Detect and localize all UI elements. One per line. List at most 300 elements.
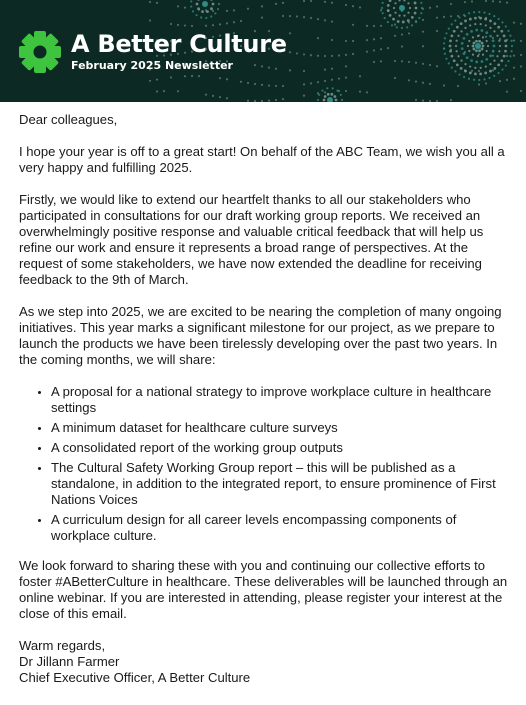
motif-dot	[332, 87, 334, 89]
pattern-dot	[163, 90, 165, 92]
motif-dot	[466, 56, 469, 59]
pattern-dot	[520, 54, 522, 56]
motif-dot	[475, 61, 478, 64]
pattern-dot	[233, 9, 235, 11]
pattern-dot	[380, 25, 382, 27]
motif-dot	[460, 59, 462, 61]
motif-dot	[498, 18, 500, 20]
pattern-dot	[331, 39, 333, 41]
motif-dot	[479, 17, 482, 20]
list-item: • A curriculum design for all career levels encompassing components of workplace culture.	[51, 512, 509, 544]
motif-dot	[474, 23, 476, 25]
pattern-dot	[191, 75, 193, 77]
pattern-dot	[240, 20, 242, 22]
motif-dot	[456, 50, 458, 52]
motif-dot	[444, 37, 446, 39]
pattern-dot	[226, 10, 228, 12]
motif-dot	[482, 36, 484, 38]
motif-dot	[396, 26, 398, 28]
motif-dot	[480, 23, 482, 25]
motif-dot	[473, 11, 475, 13]
pattern-dot	[499, 80, 501, 82]
pattern-dot	[338, 54, 340, 56]
thanks-paragraph: Firstly, we would like to extend our heartfelt thanks to all our stakeholders who participated in consultations for our draft working group reports. We received an overwhelmingly positive response and valuable critical feedback that will help us refine our work and ensure it represents a broad range of perspectives. At the request of some stakeholders, we have now extended the deadline for receiving feedback to the 9th of March.	[19, 192, 484, 287]
pattern-dot	[149, 80, 151, 82]
motif-dot	[464, 27, 466, 29]
motif-dot	[464, 63, 466, 65]
pattern-dot	[373, 25, 375, 27]
motif-dot	[498, 40, 500, 42]
pattern-dot	[170, 23, 172, 25]
motif-center	[202, 1, 208, 7]
greeting: Dear colleagues,	[19, 112, 118, 127]
motif-dot	[403, 15, 405, 17]
pattern-dot	[317, 37, 319, 39]
motif-dot	[401, 27, 403, 29]
motif-dot	[477, 55, 479, 57]
motif-dot	[420, 2, 422, 4]
star-cross-logo-icon	[17, 29, 63, 75]
motif-dot	[464, 20, 467, 23]
pattern-dot	[261, 100, 263, 102]
motif-dot	[394, 2, 396, 4]
pattern-dot	[212, 10, 214, 12]
motif-center	[399, 5, 405, 11]
deliverables-list	[19, 384, 509, 544]
pattern-dot	[436, 100, 438, 102]
list-item: • A proposal for a national strategy to improve workplace culture in healthcare settings	[51, 384, 509, 416]
motif-dot	[489, 63, 491, 65]
motif-dot	[394, 12, 396, 14]
motif-dot	[218, 3, 220, 5]
pattern-dot	[352, 5, 354, 7]
motif-dot	[489, 70, 492, 73]
motif-dot	[451, 67, 453, 69]
pattern-dot	[520, 90, 522, 92]
pattern-dot	[485, 36, 487, 38]
motif-dot	[493, 30, 495, 32]
motif-dot	[210, 15, 212, 17]
pattern-dot	[219, 23, 221, 25]
pattern-dot	[345, 65, 347, 67]
pattern-dot	[261, 16, 263, 18]
motif-dot	[463, 37, 466, 40]
pattern-dot	[282, 2, 284, 4]
motif-dot	[382, 12, 384, 14]
pattern-dot	[429, 100, 431, 102]
motif-dot	[463, 52, 466, 55]
motif-dot	[453, 59, 456, 62]
pattern-dot	[429, 83, 431, 85]
motif-dot	[499, 45, 501, 47]
pattern-dot	[408, 61, 410, 63]
pattern-dot	[345, 90, 347, 92]
motif-dot	[498, 72, 500, 74]
pattern-dot	[366, 25, 368, 27]
pattern-dot	[282, 85, 284, 87]
motif-dot	[489, 20, 492, 23]
pattern-dot	[471, 0, 473, 2]
motif-dot	[481, 48, 484, 51]
motif-dot	[323, 99, 326, 102]
pattern-dot	[289, 15, 291, 17]
motif-dot	[411, 24, 413, 26]
motif-dot	[474, 72, 477, 75]
pattern-dot	[233, 21, 235, 23]
pattern-dot	[303, 70, 305, 72]
pattern-dot	[324, 91, 326, 93]
intro-paragraph: I hope your year is off to a great start! On behalf of the ABC Team, we wish you all a very happy and fulfilling 2025.	[19, 144, 505, 175]
pattern-dot	[492, 0, 494, 2]
motif-dot	[507, 60, 509, 62]
pattern-dot	[303, 16, 305, 18]
pattern-dot	[450, 99, 452, 101]
pattern-dot	[401, 45, 403, 47]
pattern-dot	[436, 17, 438, 19]
motif-dot	[488, 77, 490, 79]
motif-dot	[488, 13, 490, 15]
motif-dot	[197, 7, 200, 10]
pattern-dot	[324, 80, 326, 82]
pattern-dot	[212, 95, 214, 97]
pattern-dot	[184, 24, 186, 26]
motif-dot	[472, 45, 475, 48]
pattern-dot	[422, 100, 424, 102]
pattern-dot	[212, 24, 214, 26]
motif-dot	[414, 12, 417, 15]
motif-dot	[505, 64, 507, 66]
motif-dot	[448, 28, 450, 30]
motif-dot	[469, 18, 472, 21]
motif-dot	[479, 72, 482, 75]
pattern-dot	[177, 5, 179, 7]
motif-dot	[205, 17, 207, 19]
motif-dot	[469, 24, 471, 26]
pattern-dot	[289, 69, 291, 71]
pattern-dot	[457, 85, 459, 87]
pattern-dot	[219, 77, 221, 79]
pattern-dot	[422, 45, 424, 47]
motif-dot	[481, 29, 484, 32]
motif-dot	[403, 0, 405, 1]
motif-dot	[340, 94, 342, 96]
motif-dot	[458, 73, 460, 75]
pattern-dot	[380, 48, 382, 50]
pattern-dot	[485, 82, 487, 84]
motif-dot	[397, 20, 400, 23]
motif-dot	[450, 34, 453, 37]
motif-dot	[500, 59, 503, 62]
motif-dot	[468, 12, 470, 14]
motif-dot	[195, 14, 197, 16]
pattern-dot	[184, 75, 186, 77]
pattern-dot	[506, 91, 508, 93]
motif-dot	[444, 53, 446, 55]
motif-dot	[411, 16, 414, 19]
pattern-dot	[156, 2, 158, 4]
pattern-dot	[261, 84, 263, 86]
pattern-dot	[492, 37, 494, 39]
newsletter-subtitle: February 2025 Newsletter	[71, 59, 233, 72]
pattern-dot	[359, 6, 361, 8]
pattern-dot	[513, 39, 515, 41]
pattern-dot	[450, 3, 452, 5]
motif-dot	[497, 63, 500, 66]
motif-dot	[460, 67, 463, 70]
pattern-dot	[345, 4, 347, 6]
motif-dot	[472, 36, 474, 38]
pattern-dot	[205, 94, 207, 96]
signer-name: Dr Jillann Farmer	[19, 654, 120, 669]
pattern-dot	[184, 6, 186, 8]
pattern-dot	[345, 54, 347, 56]
list-item: • The Cultural Safety Working Group report – this will be published as a standalone, in addition to the integrated report, to ensure prominence of First Nations Voices	[51, 460, 509, 508]
motif-dot	[483, 12, 485, 14]
motif-dot	[456, 40, 458, 42]
motif-dot	[500, 30, 503, 33]
pattern-dot	[373, 49, 375, 51]
pattern-dot	[331, 2, 333, 4]
pattern-dot	[275, 3, 277, 5]
pattern-dot	[324, 55, 326, 57]
motif-dot	[496, 55, 498, 57]
motif-dot	[317, 99, 319, 101]
motif-dot	[493, 75, 495, 77]
motif-dot	[507, 30, 509, 32]
motif-dot	[509, 35, 511, 37]
motif-dot	[453, 30, 456, 33]
motif-dot	[392, 18, 395, 21]
motif-dot	[330, 93, 333, 96]
pattern-dot	[156, 90, 158, 92]
motif-dot	[493, 15, 495, 17]
pattern-dot	[352, 53, 354, 55]
motif-dot	[493, 67, 496, 70]
pattern-dot	[149, 1, 151, 3]
pattern-dot	[310, 54, 312, 56]
motif-dot	[387, 9, 390, 12]
pattern-dot	[513, 22, 515, 24]
pattern-dot	[464, 1, 466, 3]
pattern-dot	[443, 16, 445, 18]
pattern-dot	[415, 99, 417, 101]
pattern-dot	[331, 79, 333, 81]
pattern-dot	[156, 78, 158, 80]
pattern-dot	[324, 19, 326, 21]
motif-dot	[197, 0, 200, 1]
pattern-dot	[520, 23, 522, 25]
pattern-dot	[471, 70, 473, 72]
motif-center	[327, 97, 333, 102]
motif-center	[475, 43, 481, 49]
motif-dot	[421, 7, 423, 9]
motif-dot	[463, 14, 465, 16]
motif-dot	[324, 95, 327, 98]
pattern-dot	[352, 24, 354, 26]
motif-dot	[486, 40, 488, 42]
pattern-dot	[247, 8, 249, 10]
motif-dot	[478, 11, 480, 13]
pattern-dot	[254, 100, 256, 102]
motif-dot	[481, 42, 484, 45]
pattern-dot	[436, 30, 438, 32]
pattern-dot	[394, 60, 396, 62]
pattern-dot	[520, 65, 522, 67]
motif-dot	[501, 68, 503, 70]
pattern-dot	[380, 37, 382, 39]
pattern-dot	[422, 19, 424, 21]
motif-dot	[457, 55, 459, 57]
motif-dot	[493, 45, 496, 48]
motif-dot	[489, 35, 492, 38]
signer-title: Chief Executive Officer, A Better Culture	[19, 670, 251, 685]
motif-dot	[475, 40, 478, 43]
motif-dot	[443, 42, 445, 44]
motif-dot	[415, 7, 418, 10]
motif-dot	[398, 15, 400, 17]
motif-dot	[493, 59, 495, 61]
motif-dot	[489, 27, 491, 29]
motif-dot	[496, 35, 498, 37]
pattern-dot	[520, 40, 522, 42]
motif-dot	[391, 24, 393, 26]
pattern-dot	[401, 33, 403, 35]
motif-dot	[409, 7, 411, 9]
milestone-paragraph: As we step into 2025, we are excited to be nearing the completion of many ongoing initiatives. This year marks a significant milestone for our project, as we prepare to launch the products we have been tirelessly developing over the past two years. In the coming months, we will share:	[19, 304, 502, 367]
motif-dot	[505, 25, 507, 27]
motif-dot	[443, 48, 445, 50]
pattern-dot	[317, 18, 319, 20]
pattern-dot	[317, 55, 319, 57]
motif-dot	[469, 72, 472, 75]
motif-dot	[484, 72, 487, 75]
pattern-dot	[191, 25, 193, 27]
pattern-dot	[387, 47, 389, 49]
motif-dot	[477, 35, 479, 37]
motif-dot	[473, 48, 476, 51]
motif-dot	[190, 5, 192, 7]
pattern-dot	[492, 69, 494, 71]
motif-dot	[511, 45, 513, 47]
pattern-dot	[226, 78, 228, 80]
pattern-dot	[149, 19, 151, 21]
pattern-dot	[436, 5, 438, 7]
motif-dot	[486, 50, 488, 52]
pattern-dot	[240, 81, 242, 83]
motif-dot	[415, 21, 417, 23]
pattern-dot	[324, 69, 326, 71]
motif-dot	[389, 14, 392, 17]
motif-dot	[420, 12, 422, 14]
pattern-dot	[443, 84, 445, 86]
pattern-dot	[268, 84, 270, 86]
pattern-dot	[296, 52, 298, 54]
list-item: • A consolidated report of the working group outputs	[51, 440, 509, 456]
pattern-dot	[345, 40, 347, 42]
motif-dot	[455, 45, 457, 47]
pattern-dot	[275, 85, 277, 87]
motif-dot	[505, 45, 508, 48]
pattern-dot	[373, 38, 375, 40]
motif-dot	[336, 90, 338, 92]
motif-dot	[398, 0, 400, 1]
motif-dot	[492, 39, 495, 42]
pattern-dot	[303, 95, 305, 97]
pattern-dot	[345, 76, 347, 78]
pattern-dot	[331, 20, 333, 22]
pattern-dot	[429, 64, 431, 66]
pattern-dot	[478, 70, 480, 72]
pattern-dot	[436, 65, 438, 67]
motif-dot	[487, 45, 489, 47]
pattern-dot	[219, 96, 221, 98]
motif-dot	[448, 62, 450, 64]
pattern-dot	[408, 32, 410, 34]
pattern-dot	[394, 77, 396, 79]
motif-dot	[460, 22, 463, 25]
motif-dot	[473, 42, 476, 45]
closing-line: Warm regards,	[19, 638, 106, 653]
motif-dot	[475, 29, 478, 32]
list-item: • A minimum dataset for healthcare culture surveys	[51, 420, 509, 436]
pattern-dot	[422, 31, 424, 33]
motif-dot	[464, 70, 467, 73]
pattern-dot	[506, 2, 508, 4]
motif-dot	[326, 87, 328, 89]
pattern-dot	[485, 0, 487, 2]
pattern-dot	[226, 97, 228, 99]
pattern-dot	[366, 91, 368, 93]
motif-dot	[468, 78, 470, 80]
pattern-dot	[359, 91, 361, 93]
pattern-dot	[226, 22, 228, 24]
motif-dot	[449, 45, 452, 48]
motif-dot	[190, 0, 192, 2]
pattern-dot	[506, 79, 508, 81]
motif-dot	[200, 16, 202, 18]
pattern-dot	[310, 17, 312, 19]
motif-dot	[335, 99, 338, 102]
motif-dot	[192, 10, 194, 12]
brand-title: A Better Culture	[71, 30, 287, 58]
motif-dot	[511, 50, 513, 52]
motif-dot	[468, 50, 470, 52]
motif-dot	[449, 39, 452, 42]
motif-dot	[481, 60, 484, 63]
motif-dot	[493, 22, 496, 25]
motif-dot	[511, 40, 513, 42]
motif-dot	[456, 26, 459, 29]
motif-dot	[458, 16, 460, 18]
motif-dot	[504, 39, 507, 42]
motif-dot	[474, 17, 477, 20]
motif-dot	[480, 67, 482, 69]
motif-dot	[484, 18, 487, 21]
motif-dot	[468, 40, 470, 42]
motif-dot	[333, 95, 336, 98]
pattern-dot	[394, 23, 396, 25]
pattern-dot	[170, 76, 172, 78]
motif-dot	[485, 24, 487, 26]
motif-dot	[504, 50, 507, 53]
motif-dot	[382, 2, 384, 4]
newsletter-body	[19, 112, 509, 686]
motif-dot	[402, 21, 405, 24]
newsletter-banner	[0, 0, 526, 102]
brand-logo	[17, 29, 287, 75]
pattern-dot	[261, 5, 263, 7]
motif-dot	[321, 90, 323, 92]
